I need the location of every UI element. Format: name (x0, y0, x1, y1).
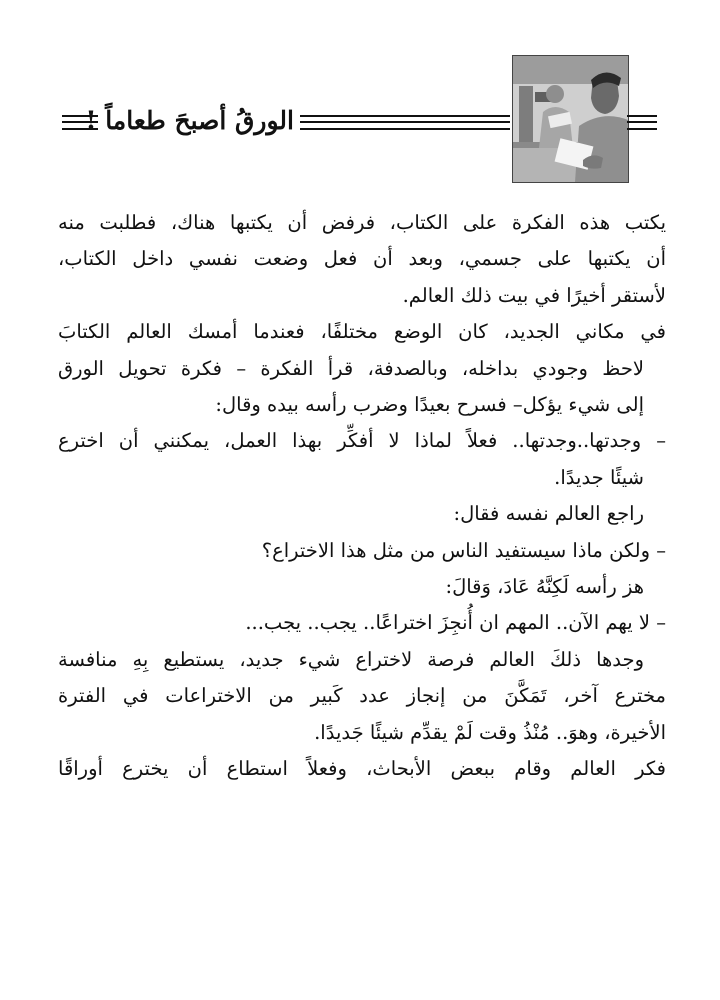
text-line: مخترع آخر، تَمَكَّنَ من إنجاز عدد كَبير من الاختراعات في الفترة (58, 684, 666, 708)
decorative-rule-right (300, 115, 510, 130)
text-line: لاحظ وجودي بداخله، وبالصدفة، قرأ الفكرة – فكرة تحويل الورق (58, 356, 644, 380)
text-line: – وجدتها..وجدتها.. فعلاً لماذا لا أفكِّر بهذا العمل، يمكنني أن اخترع (58, 429, 666, 453)
text-line: الأخيرة، وهوَ.. مُنْذُ وقت لَمْ يقدِّم شيئًا جَديدًا. (314, 720, 666, 744)
decorative-rule-far-right (627, 115, 657, 130)
text-line: يكتب هذه الفكرة على الكتاب، فرفض أن يكتبها هناك، فطلبت منه (58, 211, 666, 234)
body-text (58, 205, 666, 788)
text-line: في مكاني الجديد، كان الوضع مختلفًا، فعندما أمسك العالم الكتابَ (58, 320, 666, 344)
text-line: – لا يهم الآن.. المهم ان أُنجِزَ اختراعًا.. يجب.. يجب... (245, 611, 666, 635)
text-line: فكر العالم وقام ببعض الأبحاث، وفعلاً استطاع أن يخترع أوراقًا (58, 757, 666, 781)
chapter-header (0, 55, 720, 185)
chapter-title: الورقُ أصبحَ طعاماً ! (85, 106, 294, 135)
text-line: – ولكن ماذا سيستفيد الناس من مثل هذا الاختراع؟ (261, 538, 666, 562)
text-line: إلى شيء يؤكل– فسرح بعيدًا وضرب رأسه بيده وقال: (215, 393, 644, 417)
text-line: راجع العالم نفسه فقال: (453, 502, 644, 526)
text-line: وجدها ذلكَ العالم فرصة لاختراع شيء جديد، يستطيع بِهِ منافسة (58, 647, 644, 671)
two-men-reading-paper-icon (513, 56, 628, 182)
illustration-image (512, 55, 629, 183)
text-line: لأستقر أخيرًا في بيت ذلك العالم. (402, 283, 666, 307)
text-line: أن يكتبها على جسمي، وبعد أن فعل وضعت نفسي داخل الكتاب، (58, 247, 666, 271)
text-line: شيئًا جديدًا. (554, 465, 644, 489)
text-line: هز رأسه لَكِنَّهُ عَادَ، وَقالَ: (445, 575, 644, 599)
